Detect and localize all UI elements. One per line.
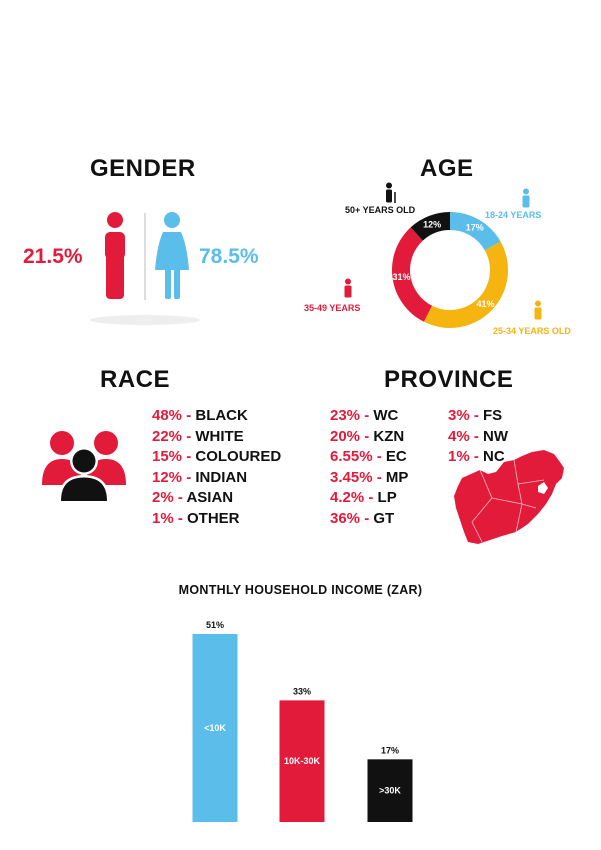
male-percent: 21.5%	[23, 245, 83, 268]
income-bar-category: <10K	[204, 723, 226, 733]
people-group-icon	[40, 425, 130, 505]
age-label-35-49: 35-49 YEARS	[304, 303, 361, 313]
province-item: 23% - WC	[330, 407, 399, 424]
race-item: 1% - OTHER	[152, 509, 240, 527]
income-bar-chart	[0, 600, 601, 825]
young-adult-icon	[530, 300, 546, 320]
figures-shadow	[90, 315, 200, 325]
donut-slice-label: 41%	[476, 298, 495, 309]
race-item: 12% - INDIAN	[152, 468, 248, 486]
province-item: 20% - KZN	[330, 427, 405, 445]
age-label-25-34: 25-34 YEARS OLD	[493, 326, 571, 336]
south-africa-map-icon	[452, 448, 570, 548]
province-list-col1	[330, 406, 408, 530]
female-icon	[155, 212, 189, 299]
province-title: PROVINCE	[384, 366, 514, 393]
income-bar-category: >30K	[379, 785, 401, 796]
province-item: 1% - NC	[448, 448, 505, 466]
donut-slice-label: 12%	[423, 219, 442, 230]
gender-figures	[85, 205, 205, 330]
donut-slice-label: 17%	[465, 222, 484, 233]
province-item: 6.55% - EC	[330, 448, 407, 466]
youth-icon	[518, 188, 534, 208]
income-bar-category: 10K-30K	[283, 756, 321, 767]
male-icon	[105, 212, 125, 299]
province-item: 3.45% - MP	[330, 468, 409, 486]
age-title: AGE	[420, 155, 474, 182]
race-item: 22% - WHITE	[152, 427, 244, 445]
income-title: MONTHLY HOUSEHOLD INCOME (ZAR)	[178, 583, 423, 597]
race-list	[152, 406, 281, 530]
female-percent: 78.5%	[199, 245, 259, 268]
adult-icon	[340, 278, 356, 298]
gender-title: GENDER	[90, 155, 196, 182]
age-label-18-24: 18-24 YEARS	[485, 210, 542, 220]
donut-slice-1	[424, 242, 508, 328]
age-donut-chart	[380, 200, 520, 340]
donut-slice-label: 31%	[392, 271, 411, 282]
income-bar-value: 17%	[380, 745, 400, 756]
province-item: 3% - FS	[448, 407, 503, 424]
race-item: 2% - ASIAN	[152, 489, 234, 507]
race-item: 15% - COLOURED	[152, 448, 282, 466]
province-item: 4.2% - LP	[330, 489, 397, 507]
income-bar-value: 33%	[292, 686, 312, 697]
income-bar-value: 51%	[205, 620, 225, 630]
age-label-50plus: 50+ YEARS OLD	[345, 205, 416, 215]
province-item: 4% - NW	[448, 427, 509, 445]
race-item: 48% - BLACK	[152, 407, 248, 424]
province-item: 36% - GT	[330, 509, 395, 527]
race-title: RACE	[100, 366, 171, 393]
